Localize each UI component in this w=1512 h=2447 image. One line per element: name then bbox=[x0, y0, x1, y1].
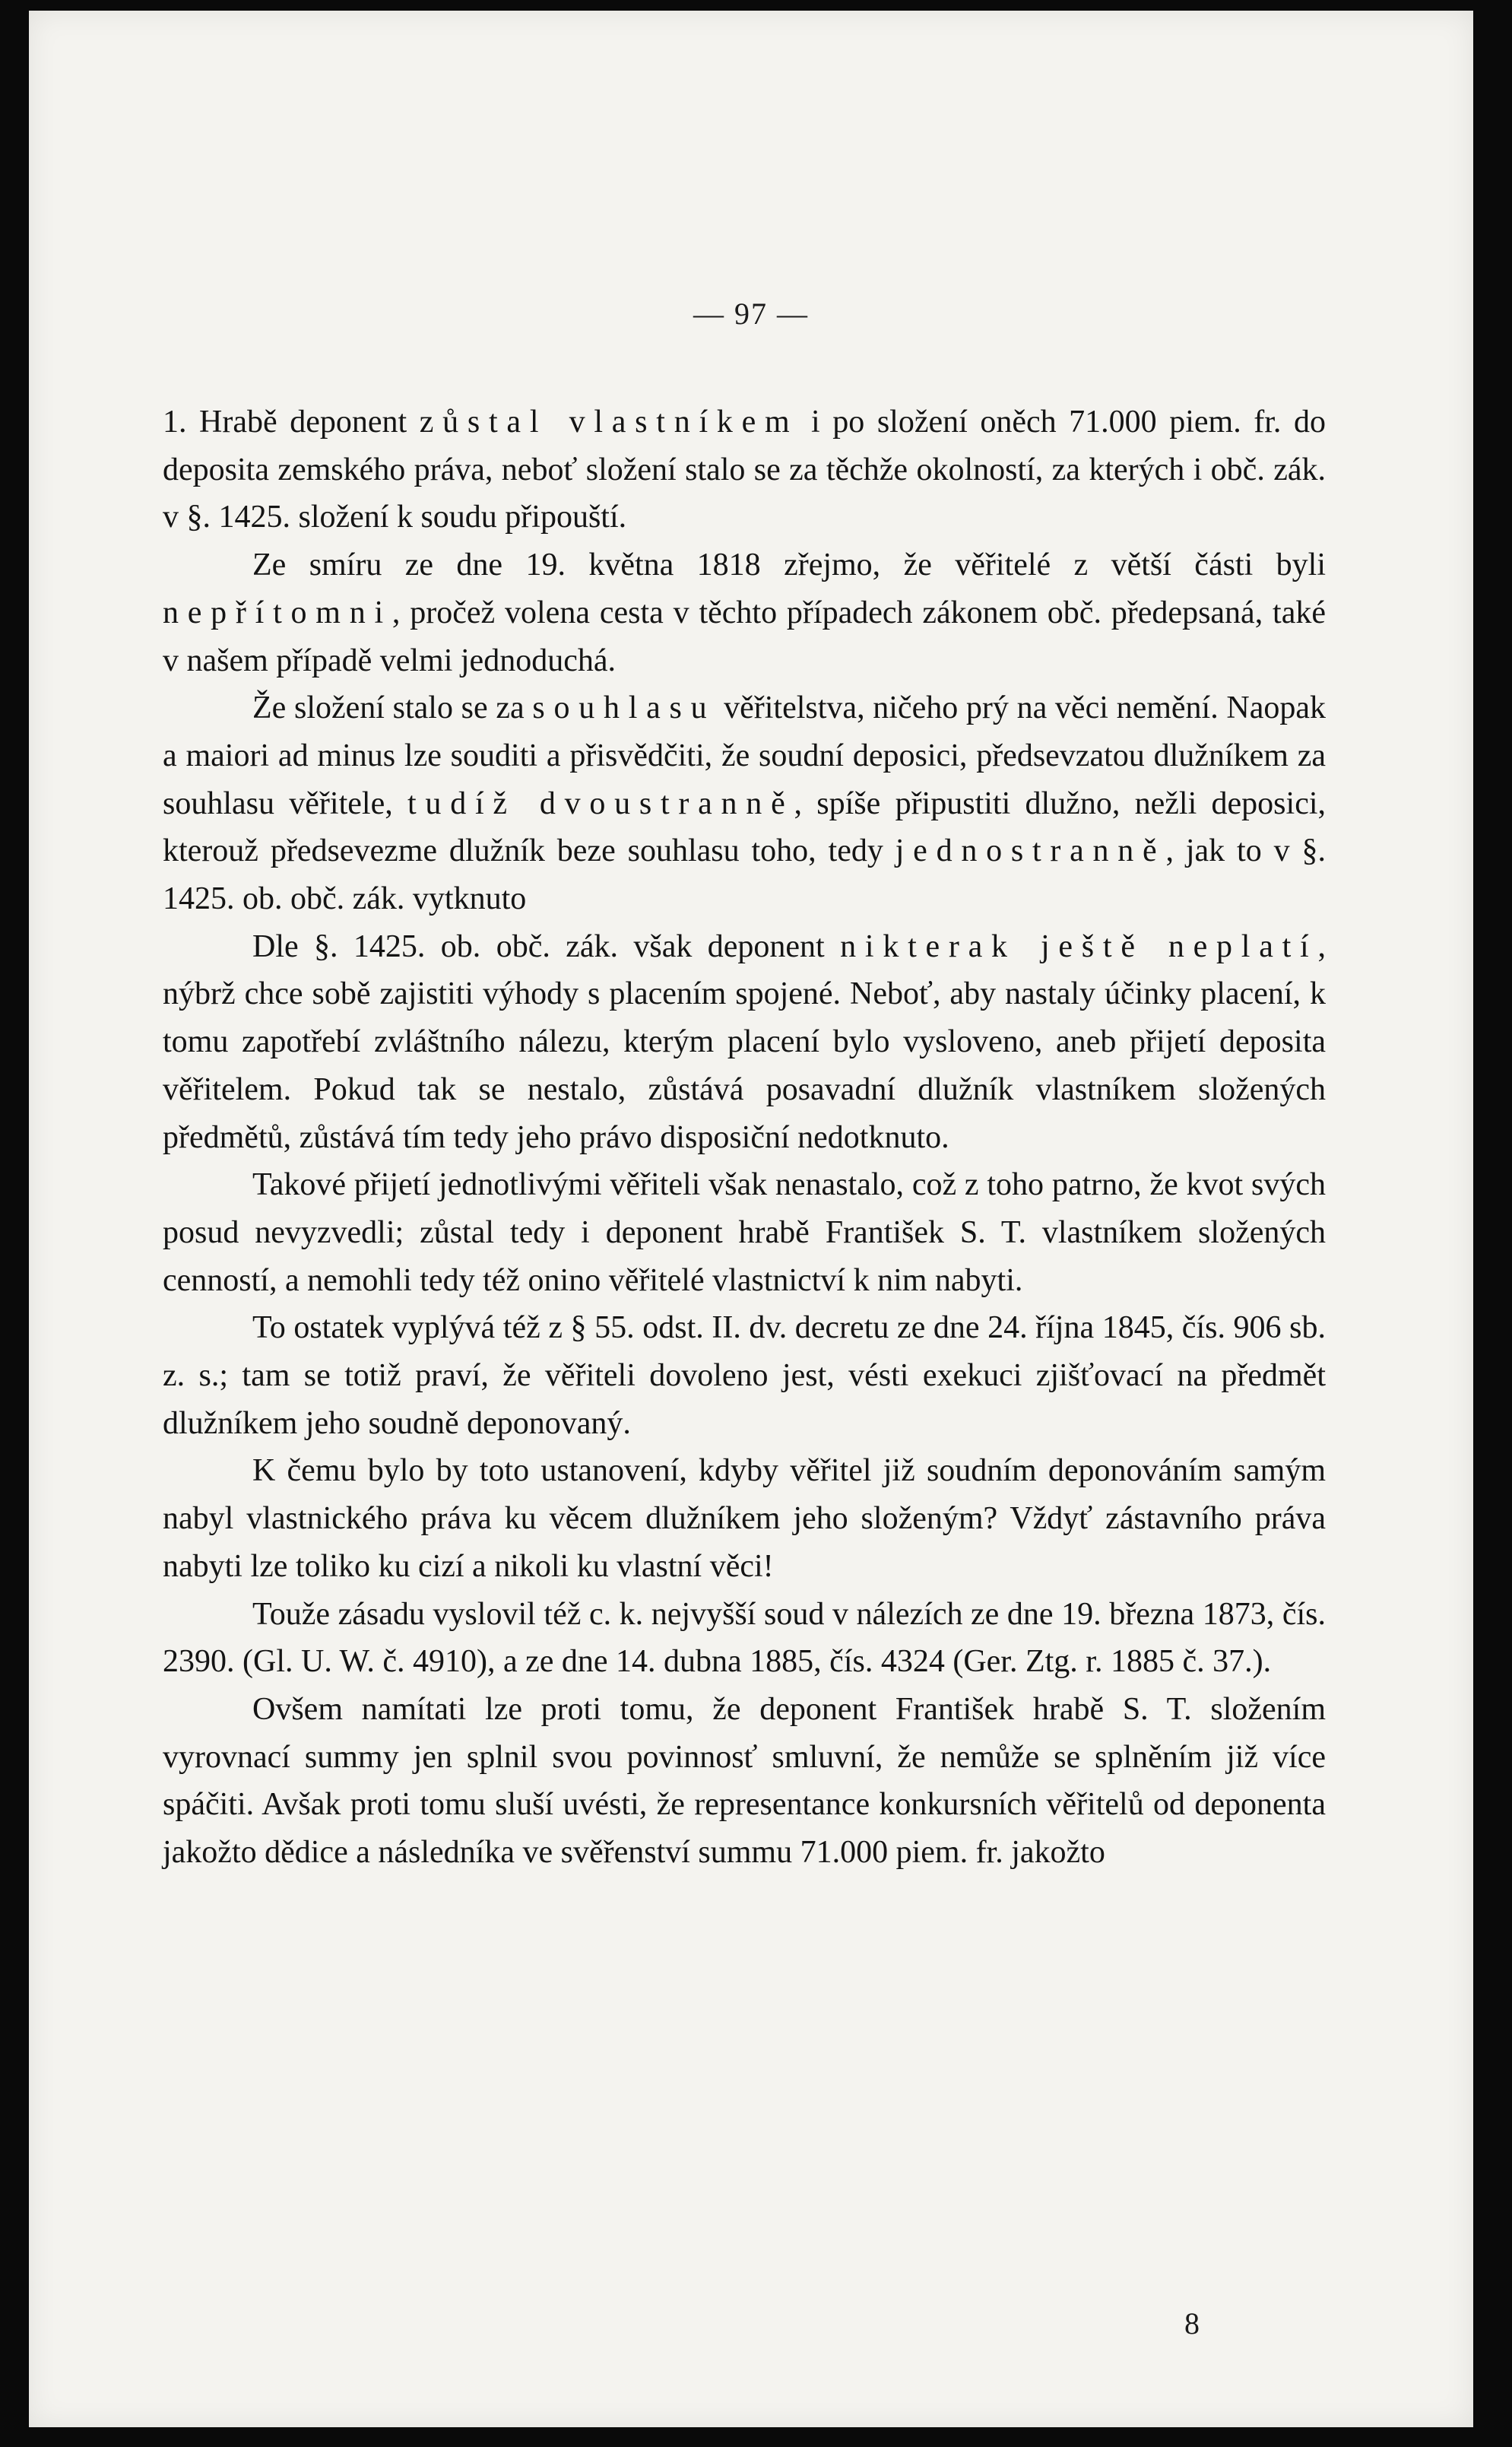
text-run: Ze smíru ze dne 19. května 1818 zřejmo, že věřitelé z větší části byli bbox=[252, 547, 1326, 583]
paragraph-4 bbox=[163, 923, 1326, 1162]
page-number: — 97 — bbox=[693, 297, 809, 331]
emphasized-text: nepřítomni bbox=[163, 595, 392, 630]
paragraph-1 bbox=[163, 398, 1326, 541]
paragraph-6 bbox=[163, 1304, 1326, 1447]
text-run: 1. Hrabě deponent bbox=[163, 405, 420, 440]
text-run: , pročež volena cesta v těchto případech zákonem obč. předepsaná, také v našem případě velmi jednoduchá. bbox=[163, 595, 1326, 678]
paragraph-3 bbox=[163, 684, 1326, 923]
emphasized-text: souhlasu bbox=[532, 690, 716, 726]
text-run: Dle §. 1425. ob. obč. zák. však deponent bbox=[252, 928, 841, 964]
emphasized-text: nikterak ještě neplatí bbox=[840, 928, 1318, 964]
body-text bbox=[163, 398, 1326, 1877]
text-run: To ostatek vyplývá též z § 55. odst. II. dv. decretu ze dne 24. října 1845, čís. 906 sb. z. s.; tam se totiž praví, že věřiteli dovoleno jest, vésti exekuci zjišťovací na předmět dlužníkem jeho soudně deponovaný. bbox=[163, 1310, 1326, 1441]
text-run: , nýbrž chce sobě zajistiti výhody s placením spojené. Neboť, aby nastaly účinky placení, k tomu zapotřebí zvláštního nálezu, kterým placení bylo vysloveno, aneb přijetí deposita věřitelem. Pokud tak se nestalo, zůstává posavadní dlužník vlastníkem složených předmětů, zůstává tím tedy jeho právo disposiční nedotknuto. bbox=[163, 928, 1326, 1155]
signature-mark: 8 bbox=[1184, 2306, 1200, 2341]
text-run: Touže zásadu vyslovil též c. k. nejvyšší soud v nálezích ze dne 19. března 1873, čís. 2390. (Gl. U. W. č. 4910), a ze dne 14. dubna 1885, čís. 4324 (Ger. Ztg. r. 1885 č. 37.). bbox=[163, 1596, 1326, 1680]
paragraph-8 bbox=[163, 1591, 1326, 1686]
text-run: Ovšem namítati lze proti tomu, že deponent František hrabě S. T. složením vyrovnací summy jen splnil svou povinnosť smluvní, že nemůže se splněním již více spáčiti. Avšak proti tomu sluší uvésti, že representance konkursních věřitelů od deponenta jakožto dědice a následníka ve svěřenství summu 71.000 piem. fr. jakožto bbox=[163, 1691, 1326, 1871]
emphasized-text: zůstal vlastníkem bbox=[419, 405, 799, 440]
paragraph-2 bbox=[163, 541, 1326, 684]
paragraph-5 bbox=[163, 1161, 1326, 1304]
text-run: věřitelstva, ničeho prý na věci nemění. Naopak a maiori ad minus lze souditi a přisvědčiti, že soudní deposici, předsevzatou dlužníkem za souhlasu věřitele, bbox=[163, 690, 1327, 821]
paragraph-7 bbox=[163, 1447, 1326, 1590]
emphasized-text: tudíž dvoustranně bbox=[407, 786, 794, 821]
document-page bbox=[29, 11, 1473, 2427]
text-run: , jak to v §. 1425. ob. obč. zák. vytknuto bbox=[163, 833, 1326, 917]
text-run: , spíše připustiti dlužno, nežli deposici, kterouž předsevezme dlužník beze souhlasu toho, tedy bbox=[163, 786, 1327, 869]
text-run: K čemu bylo by toto ustanovení, kdyby věřitel již soudním deponováním samým nabyl vlastnického práva ku věcem dlužníkem jeho složeným? Vždyť zástavního práva nabyti lze toliko ku cizí a nikoli ku vlastní věci! bbox=[163, 1453, 1326, 1584]
emphasized-text: jednostranně bbox=[895, 833, 1166, 869]
text-run: Takové přijetí jednotlivými věřiteli však nenastalo, což z toho patrno, že kvot svých posud nevyzvedli; zůstal tedy i deponent hrabě František S. T. vlastníkem složených cenností, a nemohli tedy též onino věřitelé vlastnictví k nim nabyti. bbox=[163, 1167, 1326, 1298]
text-run: i po složení oněch 71.000 piem. fr. do deposita zemského práva, neboť složení stalo se za těchže okolností, za kterých i obč. zák. v §. 1425. složení k soudu připouští. bbox=[163, 405, 1326, 535]
text-run: Že složení stalo se za bbox=[252, 690, 533, 726]
paragraph-9 bbox=[163, 1686, 1326, 1877]
